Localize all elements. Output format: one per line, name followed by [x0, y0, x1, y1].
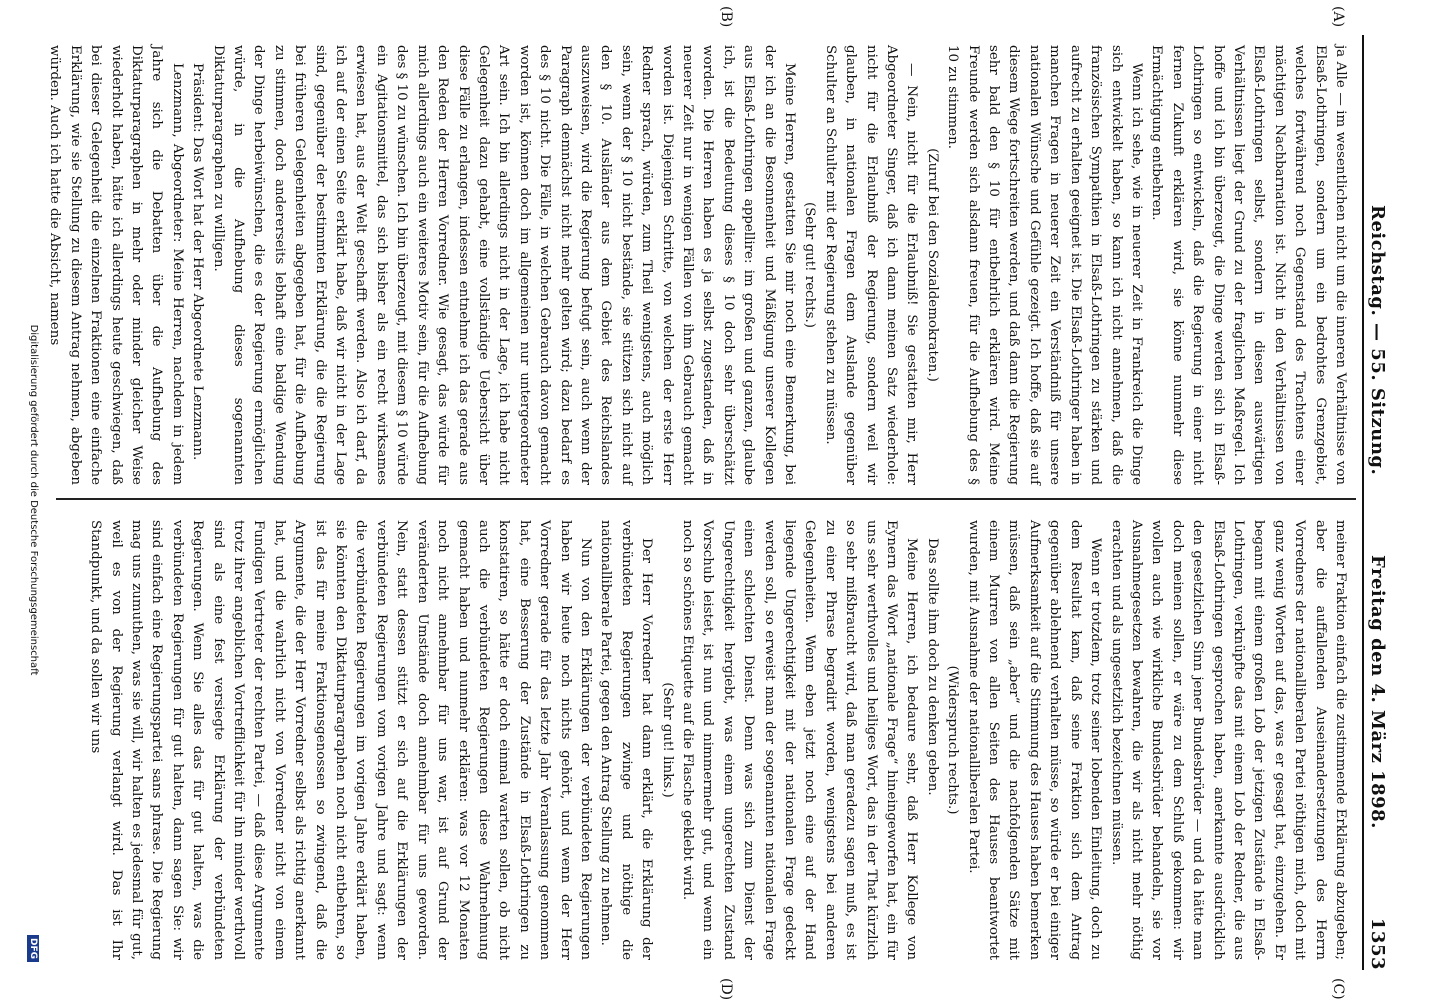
- paragraph: Nun von den Erklärungen der verbündeten Regierungen haben wir heute noch nichts gehört, und wenn der Herr Vorredner gerade für das letzte Jahr Veranlassung genommen hat, eine Besserung der Zustände in Elsaß-Lothringen zu konstatiren, so hätte er doch einmal warten sollen, ob nicht auch die verbündeten Regierungen diese Wahrnehmung gemacht haben und nunmehr erklären: was vor 12 Monaten noch nicht annehmbar für uns war, ist auf Grund der veränderten Umstände doch annehmbar für uns geworden. Nein, statt dessen stützt er sich auf die Erklärungen der verbündeten Regierungen vom vorigen Jahre und sagt: wenn die verbündeten Regierungen im vorigen Jahre erklärt haben, sie könnten den Diktaturparagraphen noch nicht entbehren, so ist das für meine Fraktionsgenossen so zwingend, daß die Argumente, die der Herr Vorredner selbst als richtig anerkannt hat, und die wahrlich nicht von Vorredner nicht von einem Fundigen Vertreter der rechten Partei, — daß diese Argumente trotz ihrer angeblichen Vortrefflichkeit für ihn minder werthvoll sind als eine fest versiegte Erklärung der verbündeten Regierungen. Wenn Sie alles das für gut halten, was die verbündeten Regierungen für gut halten, dann sagen Sie: wir sind einfach eine Regierungspartei sans phrase. Die Regierung mag uns zumuthen, was sie will, wir halten es jedesmal für gut, weil es von der Regierung verlangt wird. Das ist Ihr Standpunkt, und da sollen wir uns: [88, 520, 593, 960]
- paragraph: Wenn ich sehe, wie in neuerer Zeit in Frankreich die Dinge sich entwickelt haben, so kann ich nicht annehmen, daß die französischen Sympathien in Elsaß-Lothringen zu stärken und aufrecht zu erhalten geeignet ist. Die Elsaß-Lothringer haben in manchen Fragen in neuerer Zeit ein Verständniß für unsere nationalen Wünsche und Gefühle gezeigt. Ich hoffe, daß sie auf diesem Wege fortschreiten werden, und daß dann die Regierung sehr bald den § 10 für entbehrlich erklären wird. Meine Freunde werden sich alsdann freuen, für die Aufhebung des § 10 zu stimmen.: [945, 45, 1144, 485]
- paragraph: ja Alle — im wesentlichen nicht um die inneren Verhältnisse von Elsaß-Lothringen, sondern um ein bedrohtes Grenzgebiet, welches fortwährend noch Gegenstand des Trachtens einer mächtigen Nachbarnation ist. Nicht in den Verhältnissen von Elsaß-Lothringen selbst, sondern in diesen auswärtigen Verhältnissen liegt der Grund zu der fraglichen Maßregel. Ich hoffe und ich bin überzeugt, die Dinge werden sich in Elsaß-Lothringen so entwickeln, daß die Regierung in einer nicht fernen Zukunft erklären wird, sie könne nunmehr diese Ermächtigung entbehren.: [1149, 45, 1348, 485]
- dfg-logo: DFG: [27, 935, 39, 962]
- margin-mark-d: (D): [718, 978, 734, 1000]
- paragraph: Lenzmann, Abgeordneter: Meine Herren, nachdem in jedem Jahre sich die Debatten über die Aufhebung des Diktaturparagraphen in mehr oder minder gleicher Weise wiederholt haben, hätte ich allerdings heute geschwiegen, daß bei dieser Gelegenheit die einzelnen Fraktionen eine einfache Erklärung, wie sie Stellung zu diesem Antrag nehmen, abgeben würden. Auch ich hatte die Absicht, namens: [47, 45, 185, 485]
- interjection: (Sehr gut! links.): [659, 682, 675, 798]
- paragraph: meiner Fraktion einfach die zustimmende Erklärung abzugeben; aber die auffallenden Auseinandersetzungen des Herrn Vorredners der nationalliberalen Partei nöthigen mich, doch mit ganz wenig Worten auf das, was er gesagt hat, einzugehen. Er begann mit einem großen Lob der jetzigen Zustände in Elsaß-Lothringen, verknüpfte das mit einem Lob der Redner, die aus Elsaß-Lothringen gesprochen haben, anerkannte ausdrücklich den gesetzlichen Sinn jener Bundesbrüder — und da hätte man doch meinen sollen, er wäre zu dem Schluß gekommen: wir wollen auch wie wirkliche Bundesbrüder behandeln, sie vor Ausnahmegesetzen bewahren, die wir als nicht mehr nöthig erachten und als ungesetzlich bezeichnen müssen.: [1108, 520, 1348, 961]
- page-number: 1353: [1367, 917, 1388, 970]
- interjection: (Sehr gut! rechts.): [802, 201, 818, 328]
- paragraph: Das sollte ihm doch zu denken geben.: [924, 538, 940, 796]
- paragraph: Wenn er trotzdem, trotz seiner lobenden Einleitung, doch zu dem Resultat kam, daß seine Fraktion sich dem Antrag gegenüber ablehnend verhalten müsse, so würde er bei einiger Aufmerksamkeit auf die Stimmung des Hauses haben bemerken müssen, daß sein „aber“ und die nachfolgenden Sätze mit einem Murren von allen Seiten des Hauses beantwortet wurden, mit Ausnahme der nationalliberalen Partei.: [965, 520, 1104, 960]
- paragraph: Meine Herren, gestatten Sie mir noch eine Bemerkung, bei der ich an die Besonnenheit und Mäßigung unserer Kollegen aus Elsaß-Lothringen appellire: im großen und ganzen, glaube ich, ist die Bedeutung dieses § 10 doch sehr überschätzt worden. Die Herren haben es ja selbst zugestanden, daß in neuerer Zeit nur in wenigen Fällen von ihm Gebrauch gemacht worden ist. Diejenigen Schritte, von welchen der erste Herr Redner sprach, würden, zum Theil wenigstens, auch möglich sein, wenn der § 10 nicht bestände, sie stützen sich nicht auf den § 10. Ausländer aus dem Gebiet des Reichslandes auszuweisen, wird die Regierung befugt sein, auch wenn der Paragraph demnächst nicht mehr gelten wird; dazu bedarf es des § 10 nicht. Die Fälle, in welchen Gebrauch davon gemacht worden ist, können doch im allgemeinen nur untergeordneter Art sein. Ich bin allerdings nicht in der Lage, ich habe nicht Gelegenheit dazu gehabt, eine vollständige Uebersicht über diese Fälle zu erlangen, indessen entnehme ich das gerade aus den Reden der Herren Vorredner. Wie gesagt, das würde für mich allerdings auch ein weiteres Motiv sein, für die Aufhebung des § 10 zu wünschen. Ich bin überzeugt, mit diesem § 10 würde ein Agitationsmittel, das sich bisher als ein recht wirksames erwiesen hat, aus der Welt geschafft werden. Also ich darf, da ich auf der einen Seite erklärt habe, daß wir nicht in der Lage sind, gegenüber der bestimmten Erklärung, die die Regierung bei früheren Gelegenheiten abgegeben hat, für die Aufhebung zu stimmen, doch andererseits lebhaft eine baldige Wendung der Dinge herbeiwünschen, die es der Regierung ermöglichen würde, in die Aufhebung dieses sogenannten Diktaturparagraphen zu willigen.: [210, 45, 798, 485]
- paragraph: Meine Herren, ich bedaure sehr, daß Herr Kollege von Eynern das Wort „nationale Frage“ hineingeworfen hat, ein für uns sehr werthvolles und heiliges Wort, das in der That kürzlich so sehr mißbraucht wird, daß man geradezu sagen muß, es ist zu einer Phrase begradirt worden, wenigstens bei anderen Gelegenheiten. Wenn eben jetzt noch eine auf der Hand liegende Ungerechtigkeit mit der nationalen Frage gedeckt werden soll, so erweist man der sogenannten nationalen Frage einen schlechten Dienst. Denn was sich zum Dienst der Ungerechtigkeit hergiebt, was einem ungerechten Zustand Vorschub leistet, ist nun und nimmermehr gut, und wenn ein noch so schönes Etiquette auf die Flasche geklebt wird.: [680, 520, 920, 960]
- paragraph: — Nein, nicht für die Erlaubniß! Sie gestatten mir, Herr Abgeordneter Singer, daß ich dann meinen Satz wiederhole: nicht für die Erlaubniß der Regierung, sondern weil wir glauben, in nationalen Fragen dem Auslande gegenüber Schulter an Schulter mit der Regierung stehen zu müssen.: [822, 45, 920, 485]
- header-title: Reichstag. — 55. Sitzung.: [1367, 205, 1388, 476]
- margin-mark-b: (B): [718, 6, 734, 28]
- paragraph: Der Herr Vorredner hat dann erklärt, die Erklärung der verbündeten Regierungen zwinge und nöthige die nationalliberale Partei, gegen den Antrag Stellung zu nehmen.: [598, 520, 655, 960]
- left-column: [47, 45, 1350, 485]
- margin-mark-a: (A): [1330, 6, 1346, 28]
- paragraph: Präsident: Das Wort hat der Herr Abgeordnete Lenzmann.: [190, 63, 206, 461]
- margin-mark-c: (C): [1330, 978, 1346, 1000]
- interjection: (Widerspruch rechts.): [945, 665, 961, 815]
- digitization-credit: Digitalisierung gefördert durch die Deutsche Forschungsgemeinschaft: [28, 324, 39, 676]
- page-header: [1362, 35, 1394, 970]
- interjection: (Zuruf bei den Sozialdemokraten.): [924, 148, 940, 382]
- right-column: [60, 520, 1350, 960]
- header-date: Freitag den 4. März 1898.: [1367, 555, 1388, 829]
- column-divider: [56, 498, 1356, 500]
